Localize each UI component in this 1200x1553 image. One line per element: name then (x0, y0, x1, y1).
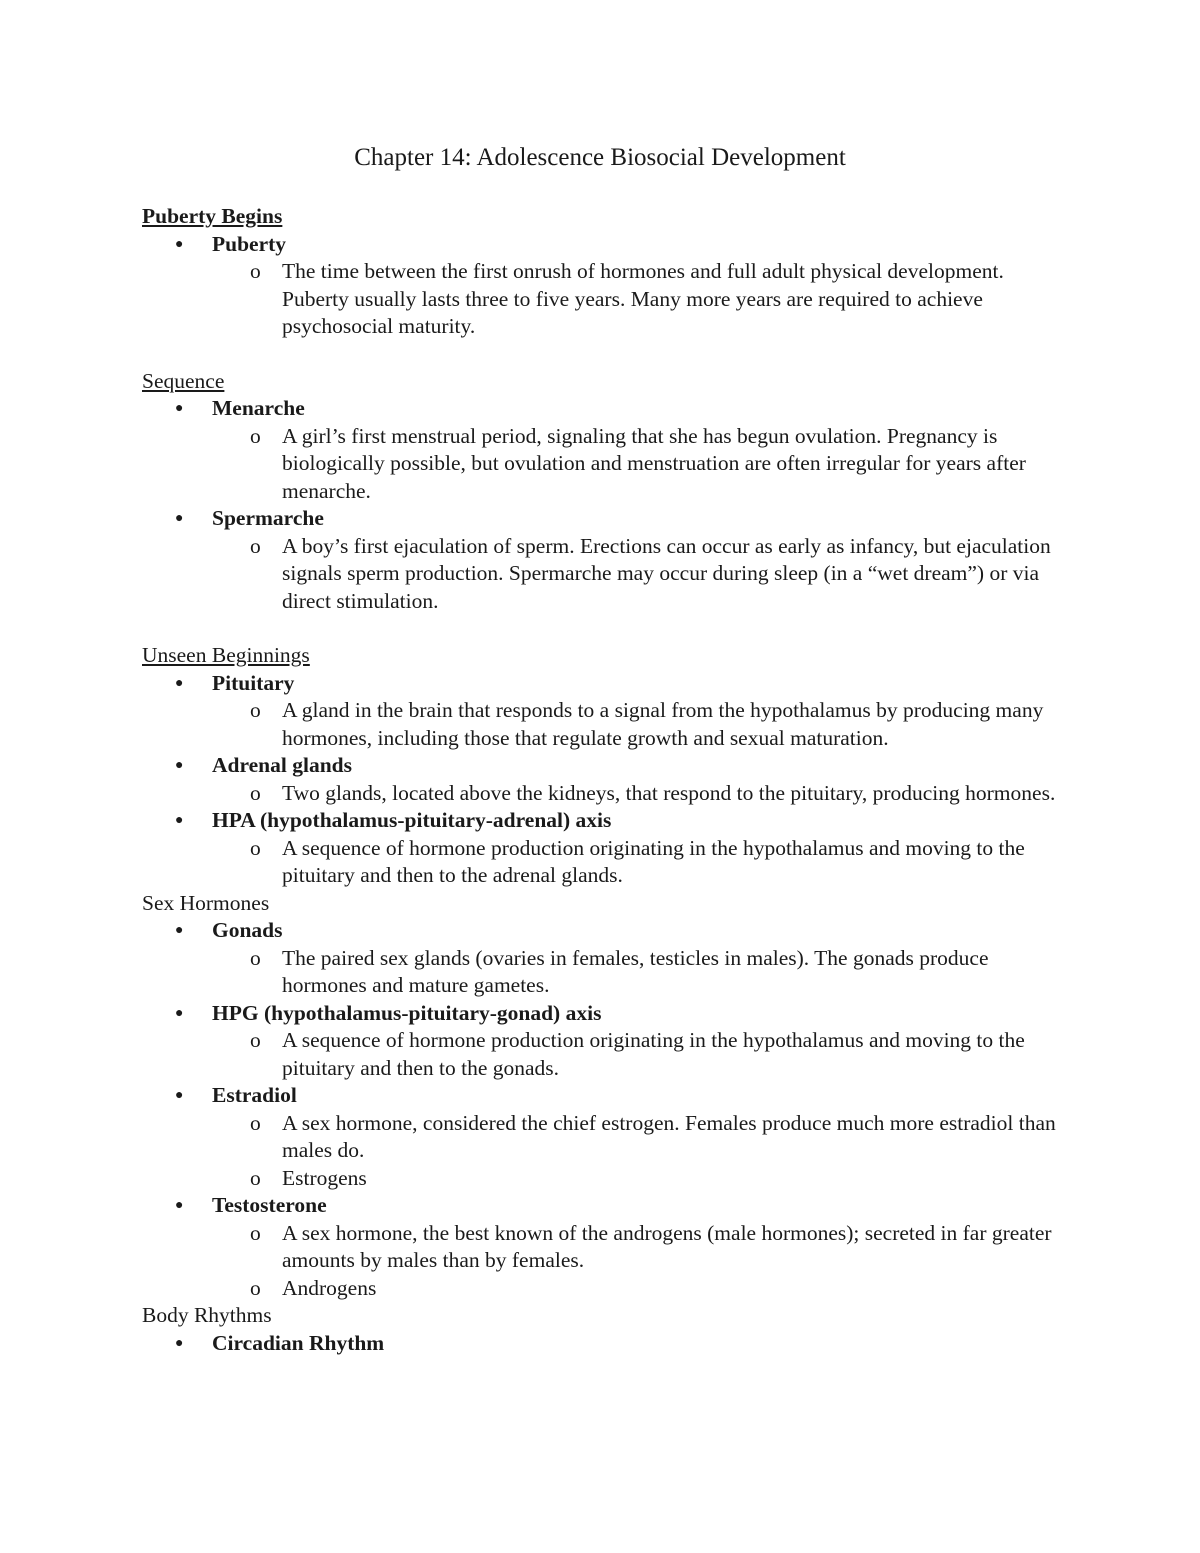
definition: o Androgens (142, 1275, 1072, 1303)
term-gonads: ● Gonads (142, 917, 1072, 945)
section-sequence (142, 368, 1072, 616)
definition: o Two glands, located above the kidneys, that respond to the pituitary, producing hormones. (142, 780, 1072, 808)
section-heading: Unseen Beginnings (142, 643, 310, 667)
notes-body (142, 203, 1072, 1357)
section-puberty-begins (142, 203, 1072, 341)
term-pituitary: ● Pituitary (142, 670, 1072, 698)
term-circadian-rhythm: ● Circadian Rhythm (142, 1330, 1072, 1358)
definition: o A gland in the brain that responds to a signal from the hypothalamus by producing many hormones, including those that regulate growth and sexual maturation. (142, 697, 1072, 752)
term-spermarche: ● Spermarche (142, 505, 1072, 533)
definition: o Estrogens (142, 1165, 1072, 1193)
term-puberty: ● Puberty (142, 231, 1072, 259)
section-heading: Puberty Begins (142, 204, 283, 228)
section-unseen-beginnings (142, 642, 1072, 890)
term-testosterone: ● Testosterone (142, 1192, 1072, 1220)
definition: o The paired sex glands (ovaries in females, testicles in males). The gonads produce hormones and mature gametes. (142, 945, 1072, 1000)
definition: o A sequence of hormone production originating in the hypothalamus and moving to the pituitary and then to the adrenal glands. (142, 835, 1072, 890)
definition: o A boy’s first ejaculation of sperm. Erections can occur as early as infancy, but ejaculation signals sperm production. Spermarche may occur during sleep (in a “wet dream”) or via direct stimulation. (142, 533, 1072, 616)
definition: o A girl’s first menstrual period, signaling that she has begun ovulation. Pregnancy is biologically possible, but ovulation and menstruation are often irregular for years after menarche. (142, 423, 1072, 506)
definition: o A sequence of hormone production originating in the hypothalamus and moving to the pituitary and then to the gonads. (142, 1027, 1072, 1082)
page-title: Chapter 14: Adolescence Biosocial Development (354, 144, 846, 171)
section-heading: Sequence (142, 368, 225, 393)
definition: o A sex hormone, considered the chief estrogen. Females produce much more estradiol than males do. (142, 1110, 1072, 1165)
term-estradiol: ● Estradiol (142, 1082, 1072, 1110)
term-hpa-axis: ● HPA (hypothalamus-pituitary-adrenal) axis (142, 807, 1072, 835)
section-heading: Body Rhythms (142, 1303, 272, 1327)
definition: o The time between the first onrush of hormones and full adult physical development. Puberty usually lasts three to five years. Many more years are required to achieve psychosocial maturity. (142, 258, 1072, 341)
term-menarche: ● Menarche (142, 395, 1072, 423)
definition: o A sex hormone, the best known of the androgens (male hormones); secreted in far greater amounts by males than by females. (142, 1220, 1072, 1275)
section-heading: Sex Hormones (142, 890, 270, 915)
term-adrenal-glands: ● Adrenal glands (142, 752, 1072, 780)
section-body-rhythms (142, 1302, 1072, 1357)
section-sex-hormones (142, 890, 1072, 1303)
term-hpg-axis: ● HPG (hypothalamus-pituitary-gonad) axis (142, 1000, 1072, 1028)
